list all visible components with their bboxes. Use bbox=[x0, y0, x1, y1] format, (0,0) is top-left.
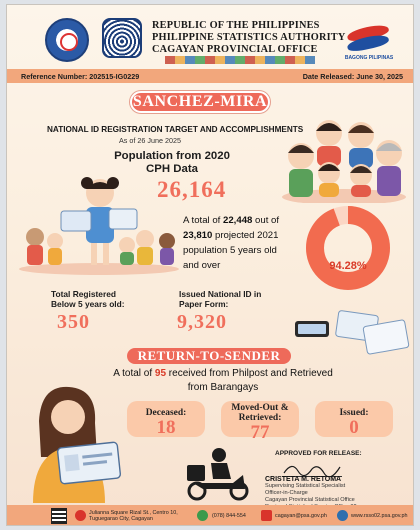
coverage-donut-chart bbox=[305, 205, 391, 291]
location-pin-icon bbox=[75, 510, 86, 521]
rts-line-2: from Barangays bbox=[187, 382, 259, 393]
deceased-box bbox=[127, 401, 205, 437]
projection-text bbox=[183, 213, 323, 273]
date-released: Date Released: June 30, 2025 bbox=[302, 72, 403, 81]
projection-part-2: out of bbox=[252, 215, 280, 226]
population-label-line-2: CPH Data bbox=[146, 163, 198, 175]
moved-out-label-2: Retrieved: bbox=[238, 413, 282, 423]
moved-out-box bbox=[221, 401, 299, 443]
coverage-percent: 94.28% bbox=[329, 260, 367, 272]
org-line-2: PHILIPPINE STATISTICS AUTHORITY bbox=[152, 32, 346, 43]
projection-part-1: A total of bbox=[183, 215, 224, 226]
org-line-1: REPUBLIC OF THE PHILIPPINES bbox=[152, 20, 320, 31]
org-line-3: CAGAYAN PROVINCIAL OFFICE bbox=[152, 44, 318, 55]
footer-website: www.rsso02.psa.gov.ph bbox=[351, 513, 408, 519]
below-five-label-1: Total Registered bbox=[51, 289, 116, 299]
issued-value: 0 bbox=[349, 417, 359, 438]
footer-bar bbox=[7, 505, 414, 526]
moved-out-label-1: Moved-Out & bbox=[231, 403, 289, 413]
population-value: 26,164 bbox=[157, 177, 227, 202]
rts-total-count: 95 bbox=[154, 368, 167, 379]
return-to-sender-badge bbox=[127, 348, 291, 364]
footer-address bbox=[89, 510, 178, 522]
signer-name: CRISTETA M. RETOMA bbox=[265, 476, 342, 483]
approval-heading: APPROVED FOR RELEASE: bbox=[275, 450, 362, 457]
signer-role-2: Officer-in-Charge bbox=[265, 490, 308, 496]
organization-name bbox=[152, 20, 352, 56]
below-five-label-2: Below 5 years old: bbox=[51, 299, 125, 309]
signer-role-1: Supervising Statistical Specialist bbox=[265, 483, 346, 489]
below-five-label bbox=[51, 289, 125, 309]
woman-holding-id-illustration-icon bbox=[21, 383, 125, 503]
bagong-pilipinas-logo-icon bbox=[347, 23, 389, 55]
footer-address-2: Tuguegarao City, Cagayan bbox=[89, 516, 153, 522]
bagong-pilipinas-caption: BAGONG PILIPINAS bbox=[344, 55, 394, 61]
delivery-scooter-illustration-icon bbox=[183, 445, 253, 501]
rts-line-1b: received from Philpost and Retrieved bbox=[166, 368, 333, 379]
reference-number: Reference Number: 202515-IG0229 bbox=[21, 72, 140, 81]
deceased-label: Deceased: bbox=[145, 408, 187, 418]
below-five-value: 350 bbox=[57, 311, 90, 333]
globe-icon bbox=[337, 510, 348, 521]
projection-part-4: population 5 years old bbox=[183, 245, 277, 256]
section-subtitle: NATIONAL ID REGISTRATION TARGET AND ACCOMPLISHMENTS bbox=[47, 125, 304, 134]
municipality-title: SANCHEZ-MIRA bbox=[132, 93, 268, 110]
municipality-title-badge bbox=[130, 91, 270, 113]
signature-icon bbox=[282, 461, 342, 477]
issued-label: Issued: bbox=[339, 408, 369, 418]
population-label bbox=[97, 150, 247, 176]
paper-id-label-2: Paper Form: bbox=[179, 299, 229, 309]
header bbox=[7, 5, 414, 67]
deceased-value: 18 bbox=[156, 417, 176, 438]
footer-email: cagayan@psa.gov.ph bbox=[275, 513, 327, 519]
registered-count: 22,448 bbox=[223, 215, 253, 226]
footer-phone: (078) 844-554 bbox=[212, 513, 246, 519]
rts-line-1a: A total of bbox=[113, 368, 155, 379]
signer-role-3: Cagayan Provincial Statistical Office bbox=[265, 497, 355, 503]
email-icon bbox=[261, 510, 272, 521]
return-to-sender-title: RETURN-TO-SENDER bbox=[137, 348, 281, 363]
population-label-line-1: Population from 2020 bbox=[114, 150, 230, 162]
phone-icon bbox=[197, 510, 208, 521]
qr-code-icon bbox=[51, 508, 67, 524]
paper-id-label-1: Issued National ID in bbox=[179, 289, 262, 299]
projection-part-5: and over bbox=[183, 260, 221, 271]
projected-count: 23,810 bbox=[183, 230, 213, 241]
issued-box bbox=[315, 401, 393, 437]
id-cards-phone-illustration-icon bbox=[293, 307, 411, 361]
projection-part-3: projected 2021 bbox=[212, 230, 279, 241]
paper-id-value: 9,320 bbox=[177, 311, 227, 333]
infographic-sheet bbox=[6, 4, 414, 526]
decorative-strip bbox=[165, 56, 315, 64]
children-id-illustration-icon bbox=[15, 175, 183, 275]
paper-id-label bbox=[179, 289, 261, 309]
as-of-date: As of 26 June 2025 bbox=[119, 136, 181, 145]
footer-address-1: Julianna Square Rizal St., Centro 10, bbox=[89, 510, 178, 516]
reference-bar bbox=[7, 69, 414, 83]
psa-seal-icon bbox=[45, 18, 89, 62]
moved-out-value: 77 bbox=[250, 422, 270, 443]
fingerprint-logo-icon bbox=[102, 18, 142, 58]
return-to-sender-text bbox=[93, 367, 353, 395]
